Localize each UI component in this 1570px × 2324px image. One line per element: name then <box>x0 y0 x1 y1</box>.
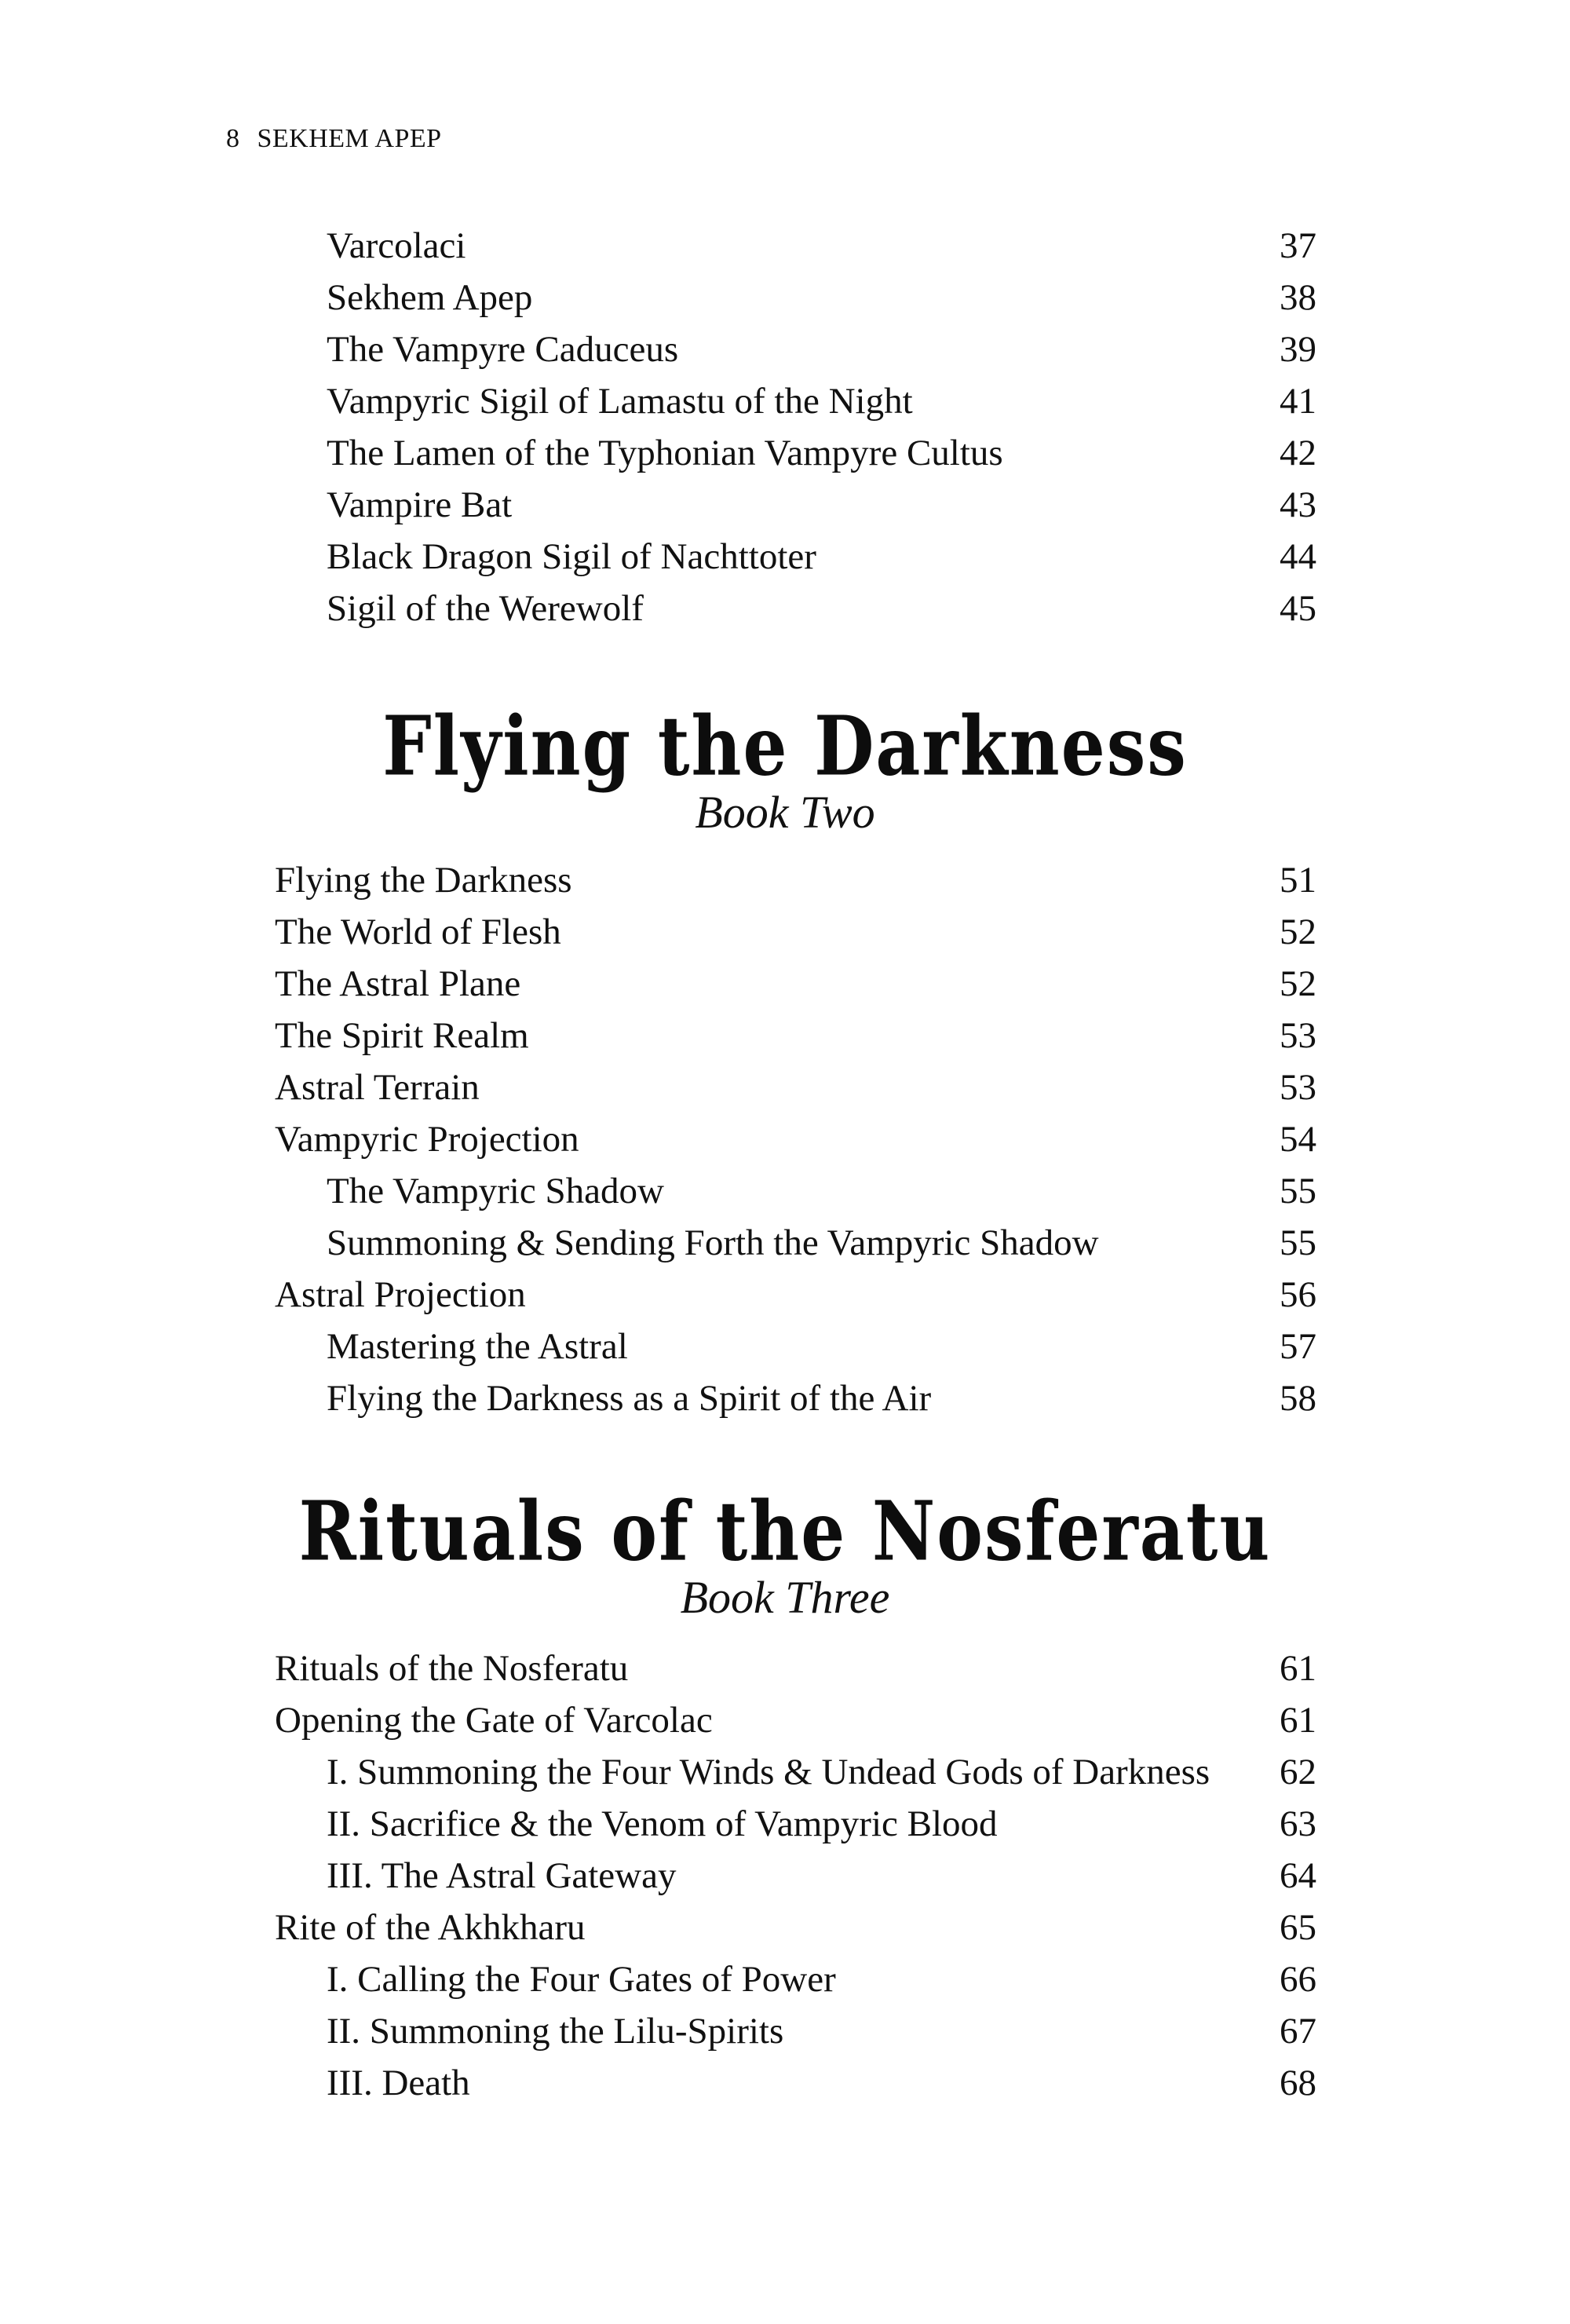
toc-entry[interactable] <box>327 1217 1316 1269</box>
toc-entry-title: Astral Terrain <box>275 1067 480 1108</box>
toc-entry[interactable] <box>275 1010 1316 1062</box>
toc-entry-page: 57 <box>1280 1326 1316 1367</box>
toc-entry-page: 45 <box>1280 588 1316 629</box>
toc-entry[interactable] <box>327 1321 1316 1372</box>
section-subtitle-book-two: Book Two <box>695 787 875 838</box>
section-subtitle-book-three: Book Three <box>680 1572 890 1623</box>
toc-entry-title: Vampyric Projection <box>275 1119 579 1160</box>
toc-entry[interactable] <box>327 1746 1316 1798</box>
toc-entry-page: 55 <box>1280 1171 1316 1211</box>
toc-entry-title: Mastering the Astral <box>327 1326 628 1367</box>
toc-entry-page: 54 <box>1280 1119 1316 1160</box>
toc-entry-title: II. Sacrifice & the Venom of Vampyric Blood <box>327 1803 998 1844</box>
toc-entry-page: 67 <box>1280 2011 1316 2052</box>
toc-entry[interactable] <box>275 1643 1316 1694</box>
section-title-book-two: Flying the Darkness <box>382 697 1188 795</box>
toc-entry-title: Flying the Darkness as a Spirit of the Air <box>327 1378 932 1419</box>
toc-entry-title: Vampire Bat <box>327 484 513 525</box>
toc-entry-page: 64 <box>1280 1855 1316 1896</box>
toc-entry-title: The Astral Plane <box>275 963 521 1004</box>
toc-entry-page: 68 <box>1280 2063 1316 2103</box>
toc-entry-title: The Lamen of the Typhonian Vampyre Cultus <box>327 433 1003 473</box>
toc-entry[interactable] <box>275 1113 1316 1165</box>
toc-entry-page: 51 <box>1280 860 1316 901</box>
toc-entry-title: Black Dragon Sigil of Nachttoter <box>327 536 816 577</box>
toc-entry-page: 52 <box>1280 963 1316 1004</box>
toc-entry-title: The Spirit Realm <box>275 1015 529 1056</box>
toc-entry-page: 66 <box>1280 1959 1316 2000</box>
toc-entry[interactable] <box>327 2005 1316 2057</box>
toc-entry-title: I. Calling the Four Gates of Power <box>327 1959 836 2000</box>
toc-entry[interactable] <box>327 1798 1316 1850</box>
running-head <box>226 126 442 152</box>
toc-entry-page: 42 <box>1280 433 1316 473</box>
toc-entry-title: Summoning & Sending Forth the Vampyric Shadow <box>327 1222 1099 1263</box>
toc-entry-page: 43 <box>1280 484 1316 525</box>
toc-entry-title: Opening the Gate of Varcolac <box>275 1700 713 1741</box>
toc-entry[interactable] <box>327 1165 1316 1217</box>
toc-entry-page: 63 <box>1280 1803 1316 1844</box>
toc-entry[interactable] <box>275 1694 1316 1746</box>
toc-entry-page: 38 <box>1280 277 1316 318</box>
toc-entry-page: 44 <box>1280 536 1316 577</box>
toc-entry-page: 62 <box>1280 1752 1316 1792</box>
toc-entry-title: III. Death <box>327 2063 470 2103</box>
toc-entry-title: Sekhem Apep <box>327 277 533 318</box>
toc-entry[interactable] <box>327 479 1316 531</box>
toc-entry[interactable] <box>327 427 1316 479</box>
toc-entry-page: 56 <box>1280 1274 1316 1315</box>
toc-entry-title: Rite of the Akhkharu <box>275 1907 586 1948</box>
toc-entry[interactable] <box>327 272 1316 323</box>
toc-entry-title: Rituals of the Nosferatu <box>275 1648 629 1689</box>
toc-entry-page: 61 <box>1280 1700 1316 1741</box>
page-number: 8 <box>226 124 240 153</box>
toc-entry-page: 65 <box>1280 1907 1316 1948</box>
toc-entry-page: 52 <box>1280 912 1316 952</box>
toc-entry[interactable] <box>327 531 1316 583</box>
running-head-title: SEKHEM APEP <box>257 124 442 153</box>
toc-entry-page: 37 <box>1280 225 1316 266</box>
toc-entry[interactable] <box>275 1902 1316 1953</box>
toc-entry[interactable] <box>327 1850 1316 1902</box>
toc-entry-title: The Vampyre Caduceus <box>327 329 679 370</box>
toc-entry-page: 58 <box>1280 1378 1316 1419</box>
toc-entry-title: The World of Flesh <box>275 912 561 952</box>
toc-entry[interactable] <box>327 220 1316 272</box>
toc-entry-title: Vampyric Sigil of Lamastu of the Night <box>327 381 913 422</box>
toc-entry-title: Flying the Darkness <box>275 860 572 901</box>
toc-entry-page: 41 <box>1280 381 1316 422</box>
toc-entry-page: 55 <box>1280 1222 1316 1263</box>
toc-entry[interactable] <box>327 2057 1316 2109</box>
toc-entry-page: 61 <box>1280 1648 1316 1689</box>
toc-entry-page: 53 <box>1280 1015 1316 1056</box>
toc-entry[interactable] <box>327 583 1316 634</box>
toc-entry[interactable] <box>275 906 1316 958</box>
section-title-book-three: Rituals of the Nosferatu <box>298 1482 1272 1580</box>
toc-entry-title: Astral Projection <box>275 1274 526 1315</box>
toc-entry-title: The Vampyric Shadow <box>327 1171 664 1211</box>
toc-entry-title: I. Summoning the Four Winds & Undead Gods of Darkness <box>327 1752 1210 1792</box>
toc-entry-title: II. Summoning the Lilu-Spirits <box>327 2011 784 2052</box>
toc-entry[interactable] <box>327 1953 1316 2005</box>
toc-entry[interactable] <box>327 323 1316 375</box>
toc-entry[interactable] <box>327 375 1316 427</box>
toc-entry[interactable] <box>327 1372 1316 1424</box>
toc-entry[interactable] <box>275 1062 1316 1113</box>
toc-entry[interactable] <box>275 958 1316 1010</box>
toc-entry-title: III. The Astral Gateway <box>327 1855 677 1896</box>
toc-entry-page: 39 <box>1280 329 1316 370</box>
toc-entry[interactable] <box>275 854 1316 906</box>
toc-entry-title: Sigil of the Werewolf <box>327 588 644 629</box>
toc-entry[interactable] <box>275 1269 1316 1321</box>
toc-entry-page: 53 <box>1280 1067 1316 1108</box>
toc-entry-title: Varcolaci <box>327 225 466 266</box>
